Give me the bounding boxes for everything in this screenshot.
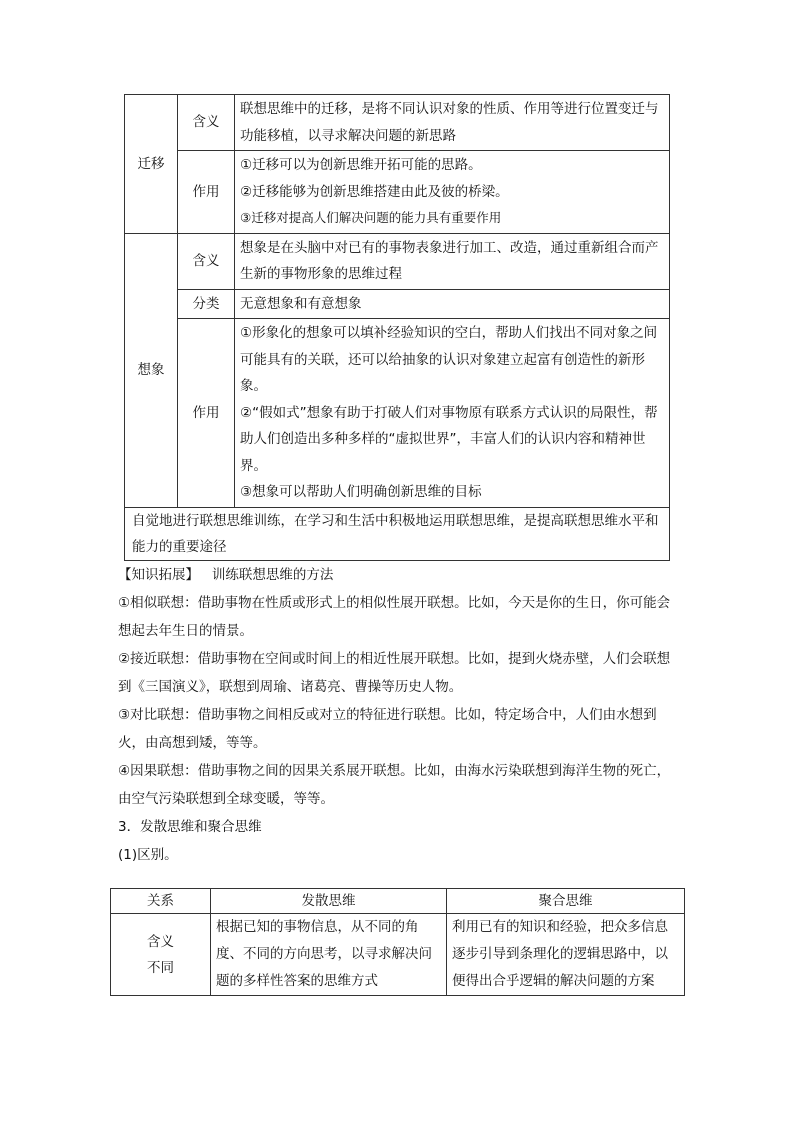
xiangxiang-function-3: ③想象可以帮助人们明确创新思维的目标 bbox=[240, 484, 482, 500]
qianyi-function-2: ②迁移能够为创新思维搭建由此及彼的桥梁。 bbox=[240, 183, 509, 200]
causal-association: ④因果联想：借助事物之间的因果关系展开联想。比如，由海水污染联想到海洋生物的死亡，由空气污染联想到全球变暖，等等。 bbox=[118, 763, 671, 807]
qianyi-function-3: ③迁移对提高人们解决问题的能力具有重要作用 bbox=[240, 210, 502, 225]
xiangxiang-category: 无意想象和有意想象 bbox=[235, 289, 670, 319]
xiangxiang-functions bbox=[235, 319, 670, 508]
convergent-meaning: 利用已有的知识和经验，把众多信息逐步引导到条理化的逻辑思路中，以便得出合乎逻辑的解决问题的方案 bbox=[447, 914, 685, 996]
divergent-convergent-table bbox=[110, 888, 685, 996]
xiangxiang-label: 想象 bbox=[125, 233, 178, 507]
header-divergent: 发散思维 bbox=[211, 889, 447, 914]
xiangxiang-function-1: ①形象化的想象可以填补经验知识的空白，帮助人们找出不同对象之间可能具有的关联，还可以给抽象的认识对象建立起富有创造性的新形象。 bbox=[240, 325, 658, 394]
xiangxiang-function-2: ②“假如式”想象有助于打破人们对事物原有联系方式认识的局限性，帮助人们创造出多种多样的“虚拟世界”，丰富人们的认识内容和精神世界。 bbox=[240, 404, 658, 474]
qianyi-meaning-label: 含义 bbox=[178, 95, 235, 151]
qianyi-function-label: 作用 bbox=[178, 151, 235, 234]
knowledge-extension bbox=[118, 561, 678, 869]
xiangxiang-category-label: 分类 bbox=[178, 289, 235, 319]
section-heading: 3．发散思维和聚合思维 bbox=[118, 819, 262, 835]
divergent-meaning: 根据已知的事物信息，从不同的角度、不同的方向思考，以寻求解决问题的多样性答案的思维方式 bbox=[211, 914, 447, 996]
proximity-association: ②接近联想：借助事物在空间或时间上的相近性展开联想。比如，提到火烧赤壁，人们会联想到《三国演义》，联想到周瑜、诸葛亮、曹操等历史人物。 bbox=[118, 651, 671, 695]
extension-tag: 【知识拓展】 bbox=[118, 567, 199, 583]
header-convergent: 聚合思维 bbox=[447, 889, 685, 914]
thinking-table bbox=[124, 94, 670, 561]
qianyi-meaning: 联想思维中的迁移，是将不同认识对象的性质、作用等进行位置变迁与功能移植，以寻求解决问题的新思路 bbox=[235, 95, 670, 151]
xiangxiang-meaning-label: 含义 bbox=[178, 233, 235, 289]
header-relation: 关系 bbox=[111, 889, 211, 914]
section-sub: (1)区别。 bbox=[118, 847, 178, 863]
similar-association: ①相似联想：借助事物在性质或形式上的相似性展开联想。比如，今天是你的生日，你可能会想起去年生日的情景。 bbox=[118, 595, 671, 639]
xiangxiang-meaning: 想象是在头脑中对已有的事物表象进行加工、改造，通过重新组合而产生新的事物形象的思维过程 bbox=[235, 233, 670, 289]
qianyi-functions bbox=[235, 151, 670, 234]
row-label: 含义 不同 bbox=[111, 914, 211, 996]
contrast-association: ③对比联想：借助事物之间相反或对立的特征进行联想。比如，特定场合中，人们由水想到火，由高想到矮，等等。 bbox=[118, 707, 657, 751]
qianyi-function-1: ①迁移可以为创新思维开拓可能的思路。 bbox=[240, 157, 482, 173]
extension-title: 训练联想思维的方法 bbox=[211, 567, 334, 583]
extension-heading bbox=[118, 561, 678, 589]
training-note: 自觉地进行联想思维训练，在学习和生活中积极地运用联想思维，是提高联想思维水平和能力的重要途径 bbox=[125, 507, 670, 560]
xiangxiang-function-label: 作用 bbox=[178, 319, 235, 508]
qianyi-label: 迁移 bbox=[125, 95, 178, 234]
